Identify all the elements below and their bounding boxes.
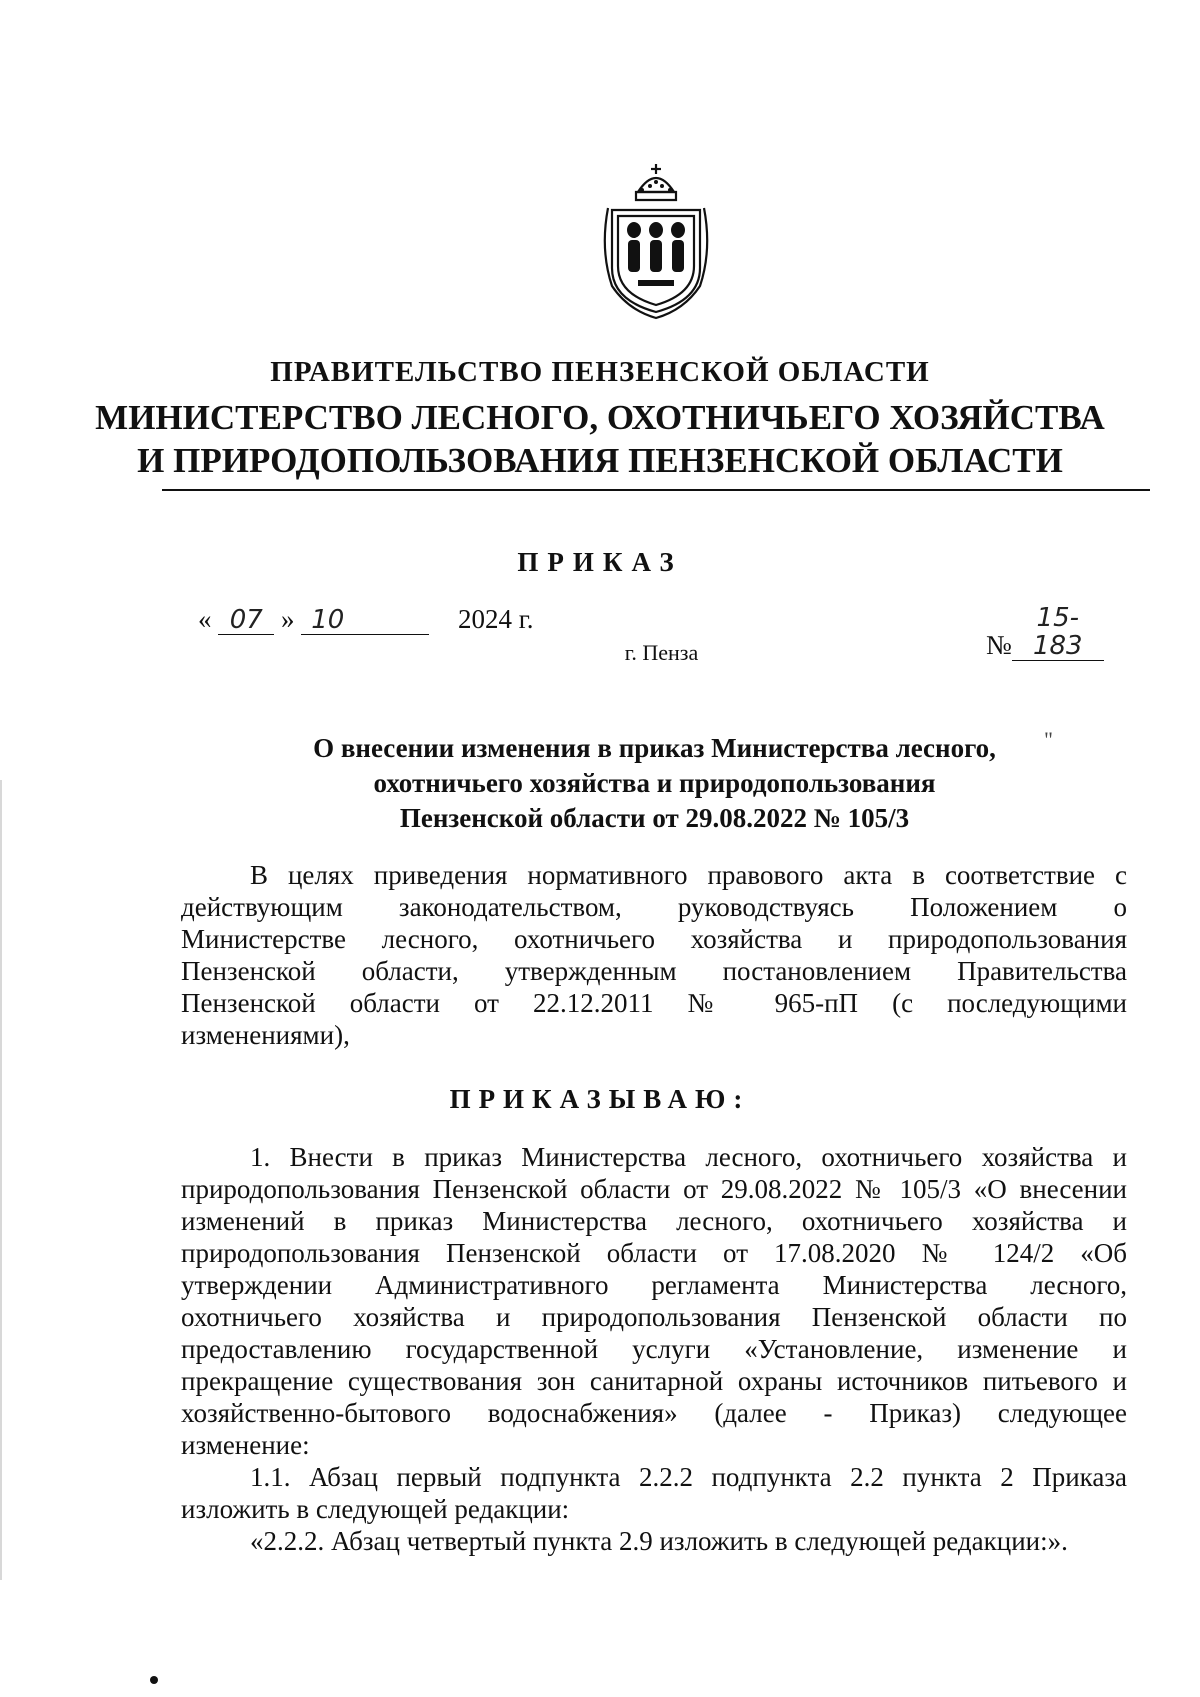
body-line: «2.2.2. Абзац четвертый пункта 2.9 изложить в следующей редакции:». [250, 1526, 1068, 1556]
date-quote-open: « [198, 604, 212, 634]
date-month: 10 [301, 606, 429, 635]
subject-line: О внесении изменения в приказ Министерства лесного, [313, 733, 996, 763]
preamble-line: Пензенской области, утвержденным постановлением Правительства [181, 956, 1127, 986]
order-date [198, 604, 534, 635]
ministry-heading-line2: И ПРИРОДОПОЛЬЗОВАНИЯ ПЕНЗЕНСКОЙ ОБЛАСТИ [137, 441, 1063, 480]
subject-line: Пензенской области от 29.08.2022 № 105/3 [399, 803, 910, 833]
scan-edge [0, 780, 2, 1580]
body-line: 1.1. Абзац первый подпункта 2.2.2 подпункта 2.2 пункта 2 Приказа [250, 1462, 1127, 1492]
scan-mark: " [1044, 727, 1053, 752]
ministry-heading-line1: МИНИСТЕРСТВО ЛЕСНОГО, ОХОТНИЧЬЕГО ХОЗЯЙСТВА [95, 398, 1105, 437]
body-line: природопользования Пензенской области от 29.08.2022 № 105/3 «О внесении [181, 1174, 1127, 1204]
order-subject [0, 731, 1200, 836]
penza-coat-of-arms-icon [598, 160, 714, 320]
body-line: природопользования Пензенской области от 17.08.2020 № 124/2 «Об [181, 1238, 1127, 1268]
date-quote-close: » [281, 604, 295, 634]
header-divider [162, 489, 1150, 491]
preamble-line: Пензенской области от 22.12.2011 № 965-пП (с последующими [181, 988, 1127, 1018]
date-year: 2024 г. [458, 604, 534, 634]
date-day: 07 [218, 606, 274, 635]
number-prefix: № [986, 630, 1012, 660]
scan-dot [150, 1676, 158, 1684]
body-line: утверждении Административного регламента Министерства лесного, [181, 1270, 1127, 1300]
order-title: ПРИКАЗ [517, 547, 683, 577]
body-line: хозяйственно-бытового водоснабжения» (далее - Приказ) следующее [181, 1398, 1127, 1428]
body-line: изменений в приказ Министерства лесного, охотничьего хозяйства и [181, 1206, 1127, 1236]
preamble-line: изменениями), [181, 1020, 350, 1050]
subject-line: охотничьего хозяйства и природопользования [373, 768, 936, 798]
government-heading: ПРАВИТЕЛЬСТВО ПЕНЗЕНСКОЙ ОБЛАСТИ [270, 356, 930, 388]
body-line: изменение: [181, 1430, 310, 1460]
number-value: 15-183 [1012, 604, 1104, 661]
preamble-line: Министерстве лесного, охотничьего хозяйства и природопользования [181, 924, 1127, 954]
body-line: 1. Внести в приказ Министерства лесного, охотничьего хозяйства и [250, 1142, 1127, 1172]
order-city: г. Пенза [624, 640, 699, 665]
body-line: предоставлению государственной услуги «Установление, изменение и [181, 1334, 1127, 1364]
body-line: прекращение существования зон санитарной охраны источников питьевого и [181, 1366, 1127, 1396]
body-line: изложить в следующей редакции: [181, 1494, 570, 1524]
preamble-line: действующим законодательством, руководствуясь Положением о [181, 892, 1127, 922]
body-line: охотничьего хозяйства и природопользования Пензенской области по [181, 1302, 1127, 1332]
preamble-line: В целях приведения нормативного правового акта в соответствие с [250, 860, 1127, 890]
decree-heading: ПРИКАЗЫВАЮ: [449, 1084, 751, 1114]
